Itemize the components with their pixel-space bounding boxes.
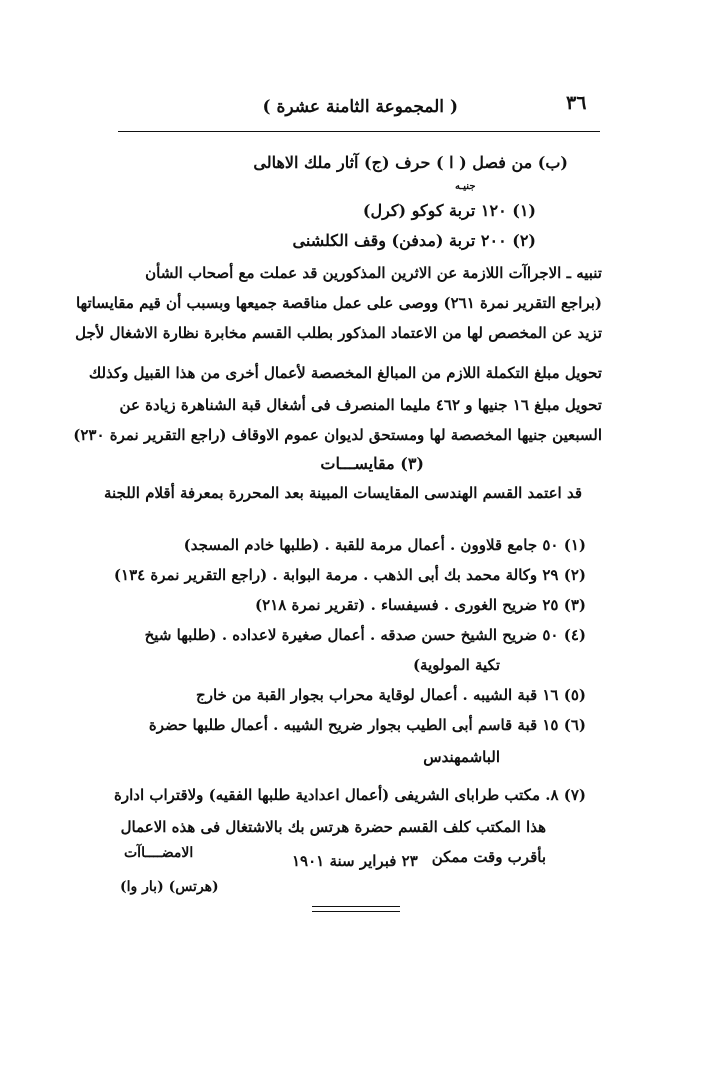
list-item-continuation: هذا المكتب كلف القسم حضرة هرتس بك بالاشتغال فى هذه الاعمال bbox=[120, 818, 546, 836]
list-item: (٢) ٢٠٠ تربة (مدفن) وقف الكلشنى bbox=[292, 231, 536, 250]
notice-line: تحويل مبلغ ١٦ جنيها و ٤٦٢ مليما المنصرف فى أشغال قبة الشناهرة زيادة عن bbox=[119, 396, 602, 414]
list-item: (١) ٥٠ جامع قلاوون . أعمال مرمة للقبة . (طلبها خادم المسجد) bbox=[183, 536, 586, 554]
list-item: (١) ١٢٠ تربة كوكو (كرل) bbox=[362, 201, 536, 220]
section-3-intro: قد اعتمد القسم الهندسى المقايسات المبينة بعد المحررة بمعرفة أقلام اللجنة bbox=[104, 484, 582, 502]
list-item: (٦) ١٥ قبة قاسم أبى الطيب بجوار ضريح الشيبه . أعمال طلبها حضرة bbox=[148, 716, 586, 734]
signatures-label: الامضــــاآت bbox=[124, 845, 194, 861]
list-item: (٣) ٢٥ ضريح الغورى . فسيفساء . (تقرير نمرة ٢١٨) bbox=[255, 596, 586, 614]
list-item: (٥) ١٦ قبة الشيبه . أعمال لوقاية محراب بجوار القبة من خارج bbox=[196, 686, 586, 704]
list-item-continuation: الباشمهندس bbox=[423, 748, 500, 766]
section-b-heading: (ب) من فصل ( ا ) حرف (ج) آثار ملك الاهالى bbox=[253, 153, 568, 172]
end-rule bbox=[312, 906, 400, 907]
list-item: (٧) ٨. مكتب طراباى الشريفى (أعمال اعدادية طلبها الفقيه) ولاقتراب ادارة bbox=[114, 786, 586, 804]
list-item-continuation: بأقرب وقت ممكن bbox=[431, 848, 546, 866]
notice-line: تحويل مبلغ التكملة اللازم من المبالغ المخصصة لأعمال أخرى من هذا القبيل وكذلك bbox=[88, 364, 602, 382]
signatory-names: (هرتس) (بار وا) bbox=[120, 879, 219, 895]
header-rule bbox=[118, 131, 600, 132]
notice-line: تزيد عن المخصص لها من الاعتماد المذكور بطلب القسم مخابرة نظارة الاشغال لأجل bbox=[75, 324, 602, 342]
notice-line: (براجع التقرير نمرة ٢٦١) ووصى على عمل مناقصة جميعها وبسبب أن قيم مقايساتها bbox=[75, 294, 602, 312]
notice-line: السبعين جنيها المخصصة لها ومستحق لديوان عموم الاوقاف (راجع التقرير نمرة ٢٣٠) bbox=[73, 426, 602, 444]
list-item: (٤) ٥٠ ضريح الشيخ حسن صدقه . أعمال صغيرة لاعداده . (طلبها شيخ bbox=[144, 626, 586, 644]
list-item-continuation: تكية المولوية) bbox=[412, 656, 500, 674]
list-item: (٢) ٢٩ وكالة محمد بك أبى الذهب . مرمة البوابة . (راجع التقرير نمرة ١٣٤) bbox=[113, 566, 586, 584]
end-rule bbox=[312, 911, 400, 912]
page-number: ٣٦ bbox=[566, 92, 587, 114]
unit-label: جنيـه bbox=[455, 181, 476, 192]
document-date: ٢٣ فبراير سنة ١٩٠١ bbox=[292, 852, 418, 870]
section-3-heading: (٣) مقايســـات bbox=[320, 454, 424, 473]
page-title: ( المجموعة الثامنة عشرة ) bbox=[262, 97, 458, 117]
notice-line: تنبيه ـ الاجراآت اللازمة عن الاثرين المذكورين قد عملت مع أصحاب الشأن bbox=[145, 264, 602, 282]
